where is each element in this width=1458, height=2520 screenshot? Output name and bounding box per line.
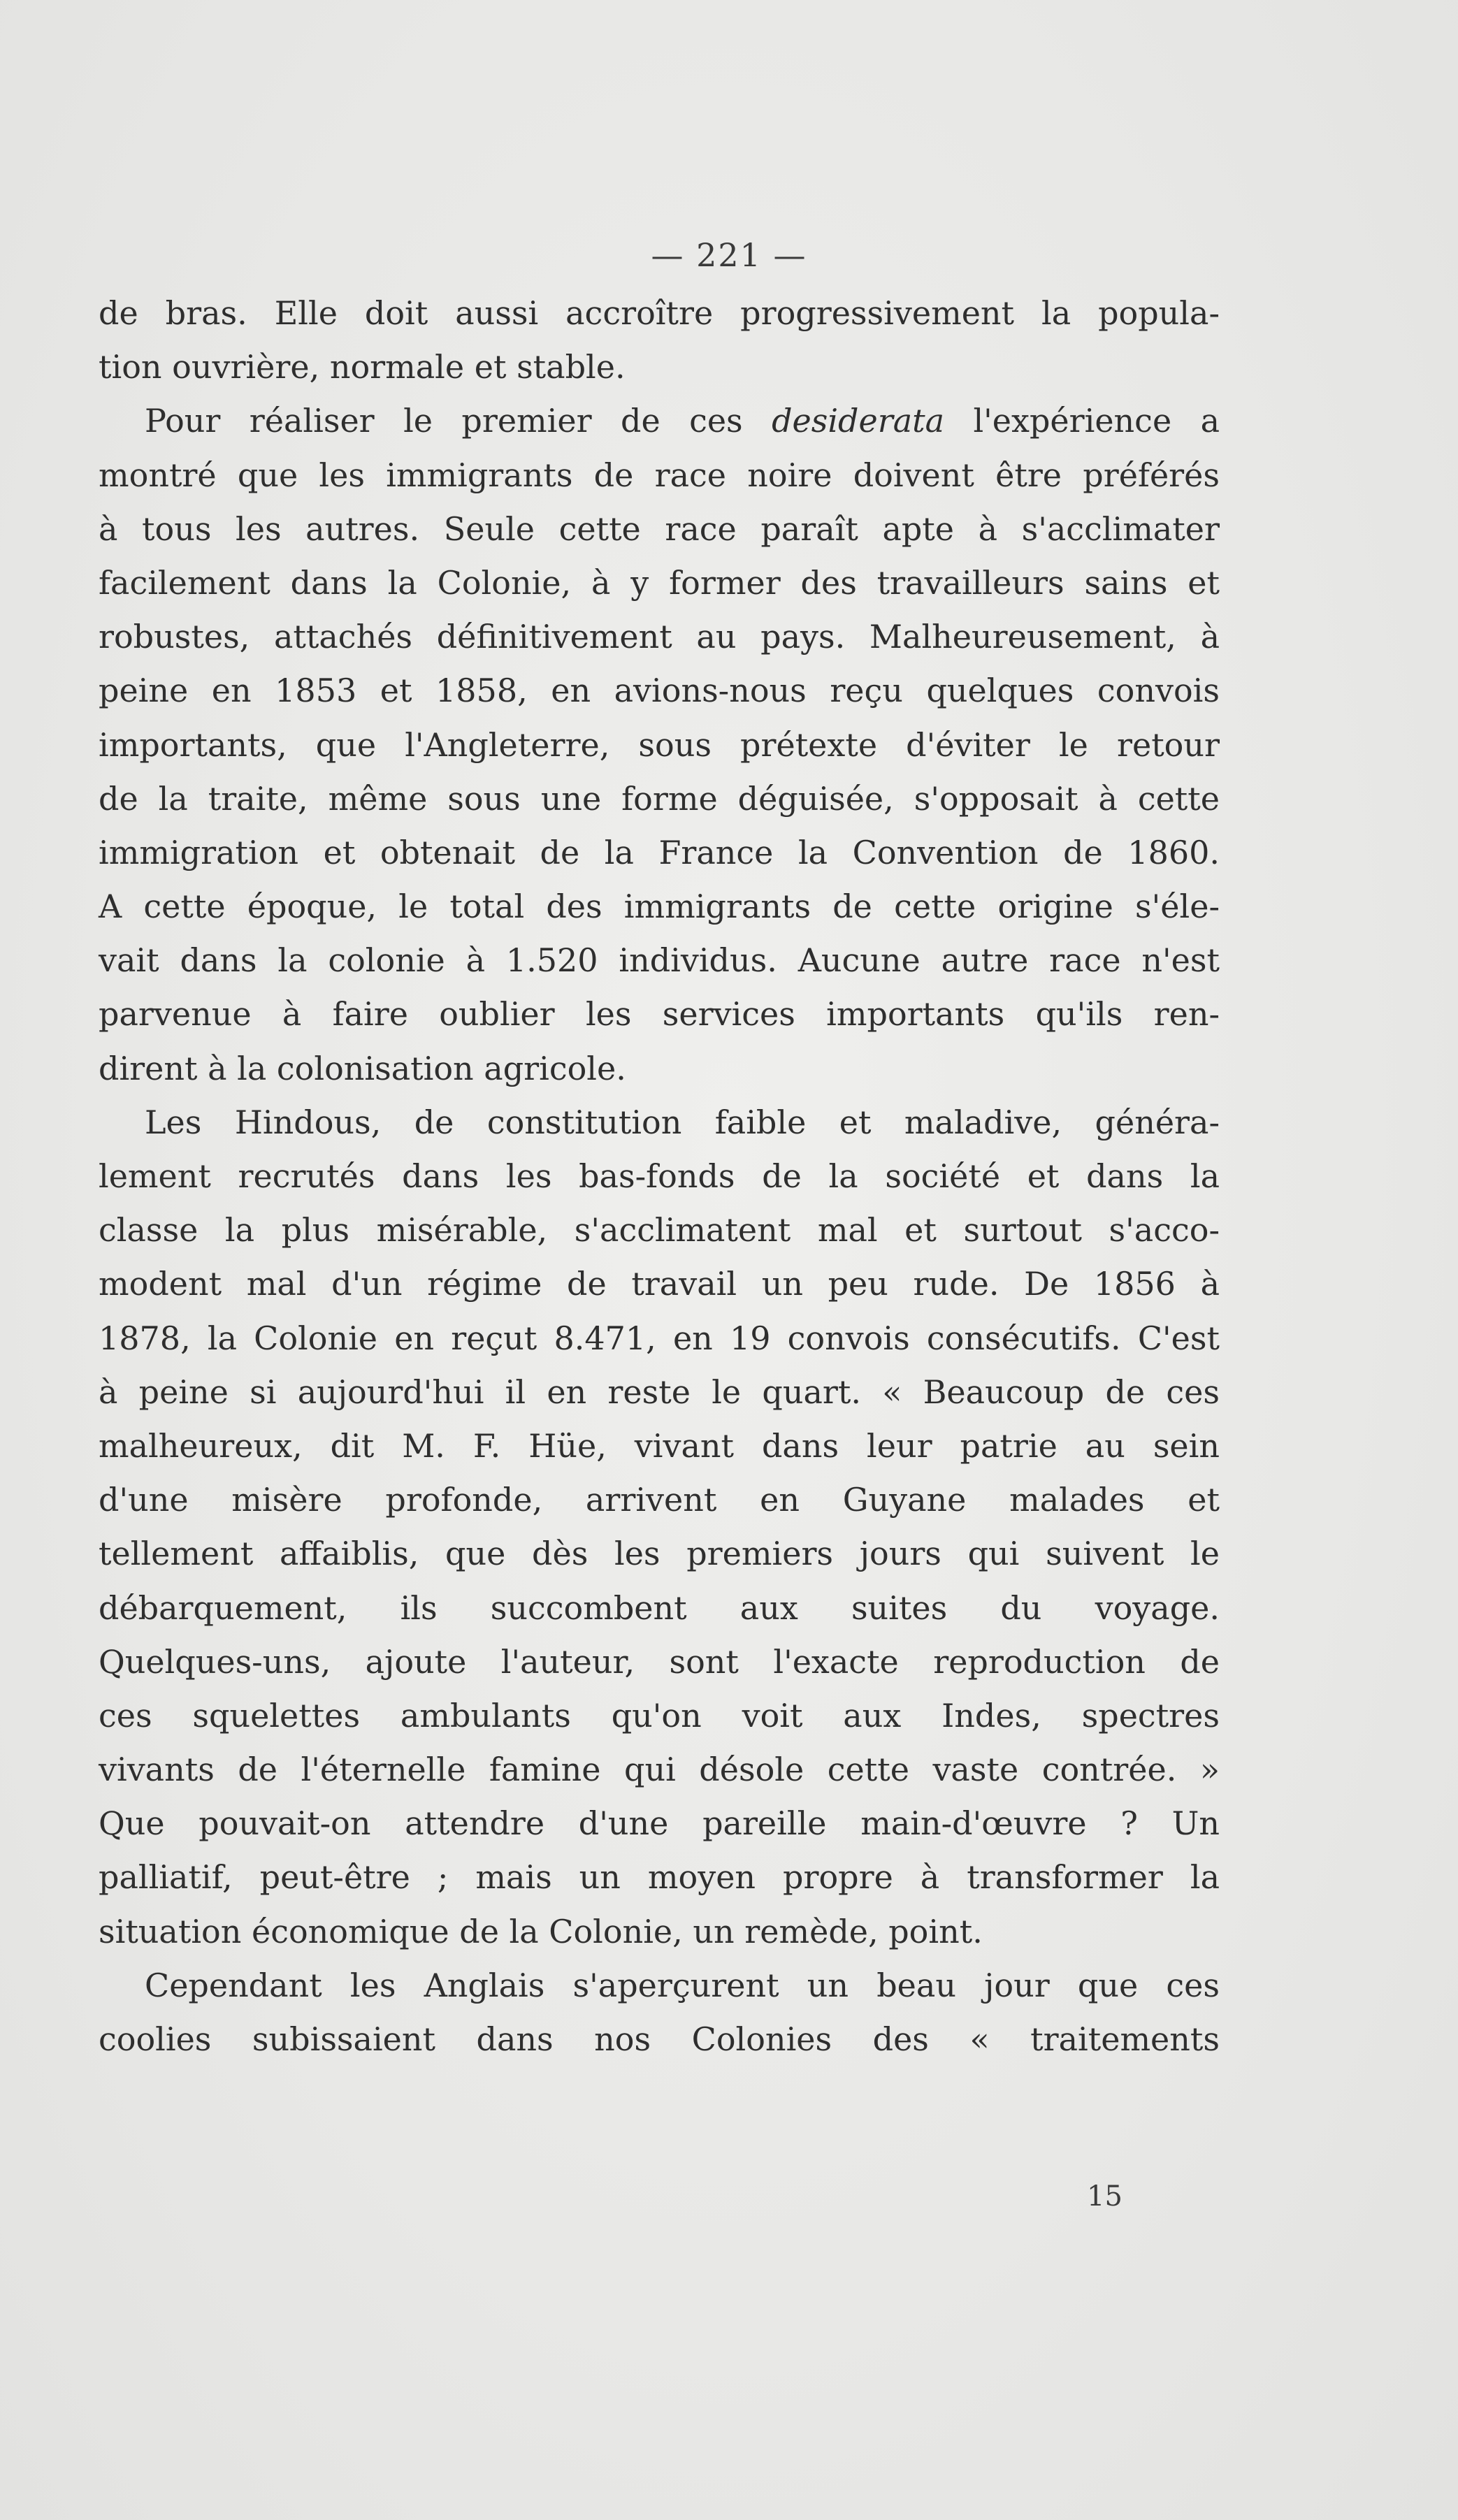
text-line: vait dans la colonie à 1.520 individus. Aucune autre race n'est — [99, 941, 1220, 980]
text-line: modent mal d'un régime de travail un peu rude. De 1856 à — [99, 1265, 1220, 1303]
text-line: lement recrutés dans les bas-fonds de la société et dans la — [99, 1157, 1220, 1195]
text-line: tion ouvrière, normale et stable. — [99, 348, 626, 386]
text-line: Quelques-uns, ajoute l'auteur, sont l'exacte reproduction de — [99, 1642, 1220, 1681]
text-line: ces squelettes ambulants qu'on voit aux Indes, spectres — [99, 1696, 1220, 1735]
text-line: Que pouvait-on attendre d'une pareille main-d'œuvre ? Un — [99, 1804, 1220, 1843]
text-line: tellement affaiblis, que dès les premiers jours qui suivent le — [99, 1535, 1220, 1573]
text-line: de la traite, même sous une forme déguisée, s'opposait à cette — [99, 779, 1220, 818]
text-line: coolies subissaient dans nos Colonies des « traitements — [99, 2020, 1220, 2058]
text-line: malheureux, dit M. F. Hüe, vivant dans leur patrie au sein — [99, 1426, 1220, 1465]
text-line: facilement dans la Colonie, à y former des travailleurs sains et — [99, 563, 1220, 602]
text-line: débarquement, ils succombent aux suites du voyage. — [99, 1588, 1220, 1627]
italic-term: desiderata — [772, 402, 945, 440]
text-line: montré que les immigrants de race noire doivent être préférés — [99, 456, 1220, 494]
text-line: robustes, attachés définitivement au pays. Malheureusement, à — [99, 618, 1220, 656]
text-line: classe la plus misérable, s'acclimatent mal et surtout s'acco- — [99, 1211, 1220, 1250]
text-line: 1878, la Colonie en reçut 8.471, en 19 convois consécutifs. C'est — [99, 1319, 1220, 1357]
text-line: palliatif, peut-être ; mais un moyen propre à transformer la — [99, 1858, 1220, 1897]
text-line: parvenue à faire oublier les services importants qu'ils ren- — [99, 995, 1220, 1034]
text-line: de bras. Elle doit aussi accroître progressivement la popula- — [99, 294, 1220, 332]
body-text — [99, 287, 1220, 2066]
signature-mark: 15 — [1087, 2180, 1123, 2213]
text-line: vivants de l'éternelle famine qui désole cette vaste contrée. » — [99, 1751, 1220, 1789]
text-line: peine en 1853 et 1858, en avions-nous reçu quelques convois — [99, 672, 1220, 710]
text-line: à peine si aujourd'hui il en reste le quart. « Beaucoup de ces — [99, 1373, 1220, 1411]
page-number: — 221 — — [651, 236, 807, 274]
text-line: à tous les autres. Seule cette race paraît apte à s'acclimater — [99, 509, 1220, 548]
text-line: Les Hindous, de constitution faible et maladive, généra- — [145, 1103, 1220, 1141]
text-line: immigration et obtenait de la France la Convention de 1860. — [99, 833, 1220, 871]
text-line: d'une misère profonde, arrivent en Guyane malades et — [99, 1481, 1220, 1519]
text-line: dirent à la colonisation agricole. — [99, 1049, 626, 1087]
text-line: Pour réaliser le premier de ces desiderata l'expérience a — [145, 402, 1220, 440]
text-line: Cependant les Anglais s'aperçurent un beau jour que ces — [145, 1966, 1220, 2004]
text-line: situation économique de la Colonie, un remède, point. — [99, 1912, 983, 1950]
text-line: A cette époque, le total des immigrants de cette origine s'éle- — [99, 888, 1220, 926]
text-line: importants, que l'Angleterre, sous prétexte d'éviter le retour — [99, 725, 1220, 764]
